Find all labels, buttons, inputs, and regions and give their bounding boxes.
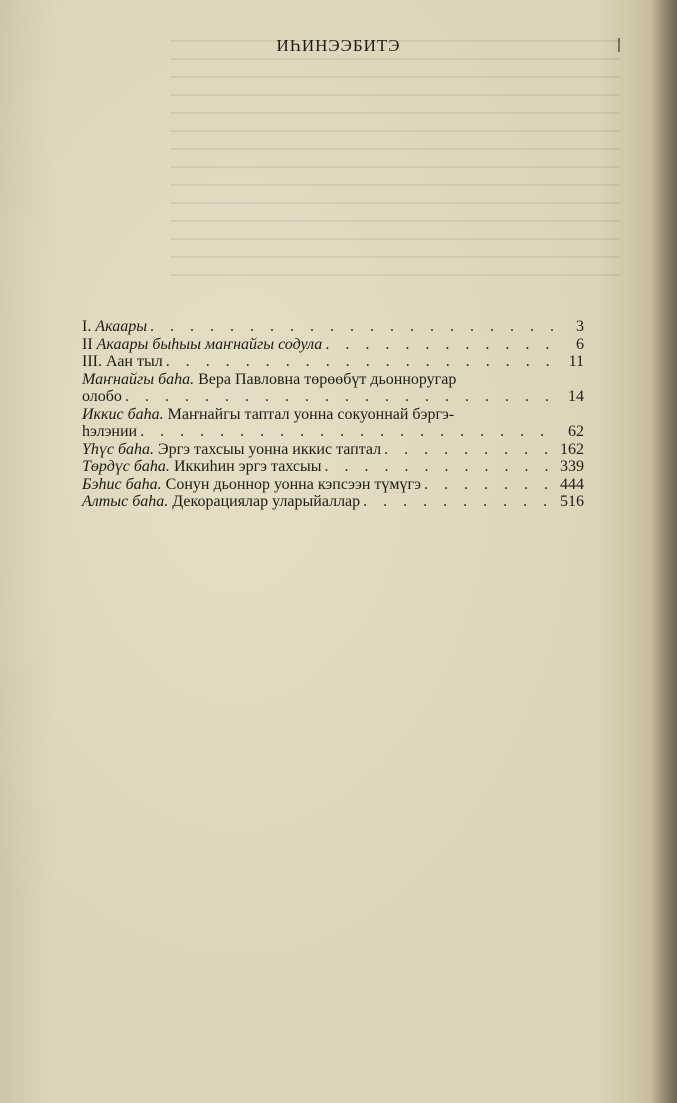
toc-page-number: 339	[560, 458, 584, 475]
dot-leader	[424, 476, 557, 494]
toc-page-number: 162	[560, 440, 584, 458]
toc-part-label: Маҥнайгы баһа.	[82, 370, 195, 388]
toc-page-number: 516	[560, 493, 584, 510]
toc-entry-3[interactable]	[82, 353, 584, 371]
dot-leader	[125, 388, 559, 406]
table-of-contents	[82, 318, 584, 511]
toc-entry-title: Аан тыл	[105, 353, 163, 370]
dot-leader	[384, 441, 557, 459]
dot-leader	[140, 423, 559, 441]
dot-leader	[363, 493, 557, 511]
toc-entry-number: II	[82, 335, 93, 353]
toc-part-label: Алтыс баһа.	[82, 493, 169, 510]
toc-page-number: 14	[568, 388, 584, 405]
toc-page-number: 11	[568, 353, 584, 370]
toc-part-label: Үһүс баһа.	[82, 440, 155, 458]
dot-leader	[324, 458, 557, 476]
toc-entry-number: III.	[82, 353, 102, 370]
toc-entry-title: Акаары быһыы маҥнайгы содула	[96, 335, 323, 353]
page-title: ИҺИНЭЭБИТЭ	[276, 36, 401, 55]
toc-entry-1[interactable]	[82, 318, 584, 336]
toc-entry-title: Маҥнайгы таптал уонна сокуоннай бэргэ-	[167, 405, 455, 423]
toc-entry-title: Декорациялар уларыйаллар	[172, 493, 361, 510]
toc-entry-8[interactable]	[82, 476, 584, 494]
toc-entry-9[interactable]	[82, 493, 584, 511]
toc-page-number: 444	[560, 475, 584, 493]
show-through-text	[170, 40, 620, 280]
toc-entry-2[interactable]	[82, 336, 584, 354]
dot-leader	[166, 353, 559, 371]
toc-entry-7[interactable]	[82, 458, 584, 476]
toc-entry-title: Вера Павловна төрөөбүт дьонноругар	[198, 370, 457, 388]
toc-page-number: 62	[568, 423, 584, 440]
toc-entry-5[interactable]	[82, 406, 584, 441]
toc-entry-title: Сонун дьоннор уонна кэпсээн түмүгэ	[165, 475, 421, 493]
toc-entry-4[interactable]	[82, 371, 584, 406]
toc-entry-title-continued: олобо	[82, 388, 122, 405]
toc-entry-title: Акаары	[95, 318, 148, 335]
toc-entry-title: Эргэ тахсыы уонна иккис таптал	[158, 440, 382, 458]
toc-entry-6[interactable]	[82, 441, 584, 459]
toc-page-number: 6	[576, 335, 584, 353]
toc-part-label: Төрдүс баһа.	[82, 458, 170, 475]
page-edge-shadow	[651, 0, 677, 1103]
dot-leader	[150, 318, 559, 336]
dot-leader	[325, 336, 559, 354]
toc-part-label: Иккис баһа.	[82, 405, 164, 423]
toc-entry-number: I.	[82, 318, 92, 335]
toc-page-number: 3	[576, 318, 584, 335]
toc-entry-title-continued: һэлэнии	[82, 423, 138, 440]
toc-entry-title: Иккиһин эргэ тахсыы	[173, 458, 322, 475]
toc-part-label: Бэһис баһа.	[82, 475, 162, 493]
